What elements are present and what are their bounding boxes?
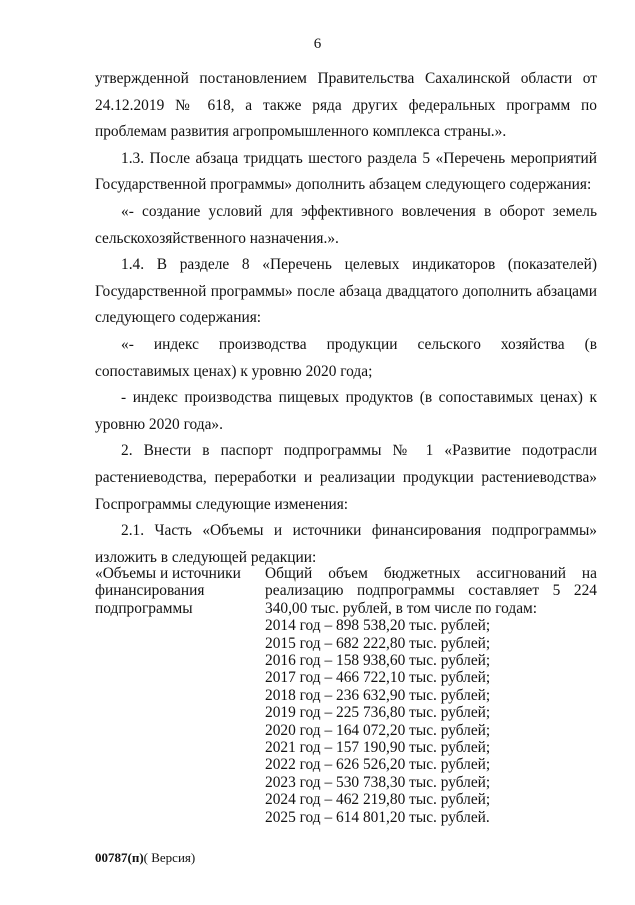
financing-summary: Общий объем бюджетных ассигнований на реализацию подпрограммы составляет 5 224 340,00 тыс. рублей, в том числе по годам:: [265, 565, 597, 617]
paragraph-2-1: 2.1. Часть «Объемы и источники финансирования подпрограммы» изложить в следующей редакции:: [95, 522, 597, 566]
financing-year-row: 2022 год – 626 526,20 тыс. рублей;: [265, 756, 491, 774]
financing-year-row: 2023 год – 530 738,30 тыс. рублей;: [265, 773, 491, 791]
page-number: 6: [313, 36, 322, 52]
financing-year-row: 2015 год – 682 222,80 тыс. рублей;: [265, 634, 491, 652]
paragraph-continuation: утвержденной постановлением Правительства Сахалинской области от 24.12.2019 № 618, а также ряда других федеральных программ по проблемам развития агропромышленного комплекса страны.».: [95, 70, 597, 141]
document-version: ( Версия): [143, 850, 196, 865]
financing-year-row: 2014 год – 898 538,20 тыс. рублей;: [265, 617, 491, 635]
document-code-number: 00787(п): [95, 850, 144, 865]
financing-label: «Объемы и источники финансирования подпрограммы: [95, 565, 241, 617]
financing-year-row: 2018 год – 236 632,90 тыс. рублей;: [265, 686, 491, 704]
financing-year-row: 2019 год – 225 736,80 тыс. рублей;: [265, 704, 491, 722]
paragraph-1-3: 1.3. После абзаца тридцать шестого раздела 5 «Перечень мероприятий Государственной программы» дополнить абзацем следующего содержания:: [95, 149, 597, 194]
document-body: [95, 66, 597, 571]
paragraph-2: 2. Внести в паспорт подпрограммы № 1 «Развитие подотрасли растениеводства, переработки и реализации продукции растениеводства» Госпрограммы следующие изменения:: [95, 442, 597, 513]
financing-values: [265, 565, 597, 826]
financing-year-row: 2020 год – 164 072,20 тыс. рублей;: [265, 721, 491, 739]
paragraph-1-4-quote-1: «- индекс производства продукции сельского хозяйства (в сопоставимых ценах) к уровню 2020 года;: [95, 335, 597, 380]
financing-year-row: 2017 год – 466 722,10 тыс. рублей;: [265, 669, 491, 687]
paragraph-1-3-quote: «- создание условий для эффективного вовлечения в оборот земель сельскохозяйственного назначения.».: [95, 202, 597, 247]
paragraph-1-4: 1.4. В разделе 8 «Перечень целевых индикаторов (показателей) Государственной программы» после абзаца двадцатого дополнить абзацами следующего содержания:: [95, 256, 597, 327]
financing-year-row: 2016 год – 158 938,60 тыс. рублей;: [265, 652, 491, 670]
paragraph-1-4-quote-2: - индекс производства пищевых продуктов (в сопоставимых ценах) к уровню 2020 года».: [95, 389, 597, 433]
document-code: [95, 850, 195, 866]
financing-year-row: 2025 год – 614 801,20 тыс. рублей.: [265, 808, 490, 826]
financing-year-row: 2021 год – 157 190,90 тыс. рублей;: [265, 739, 491, 757]
financing-year-row: 2024 год – 462 219,80 тыс. рублей;: [265, 791, 491, 809]
financing-table: [95, 565, 597, 826]
